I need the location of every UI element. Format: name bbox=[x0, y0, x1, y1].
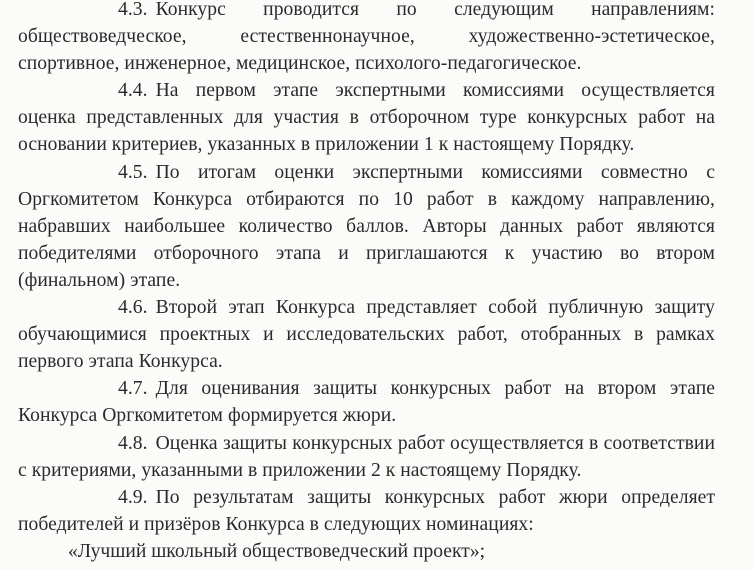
paragraph-text: Второй этап Конкурса представляет собой публичную защиту обучающимися проектных и исследовательских работ, отобранных в рамках первого этапа Конкурса. bbox=[18, 297, 715, 373]
paragraph-text: Оценка защиты конкурсных работ осуществляется в соответствии с критериями, указанными в приложении 2 к настоящему Порядку. bbox=[18, 432, 715, 481]
paragraph-text: По итогам оценки экспертными комиссиями совместно с Оргкомитетом Конкурса отбираются по 10 работ в каждому направлению, набравших наибольшее количество баллов. Авторы данных работ являются победителями отборочного этапа и приглашаются к участию во втором (финальном) этапе. bbox=[18, 161, 715, 291]
paragraph-number: 4.8. bbox=[118, 432, 148, 454]
paragraph-4-5 bbox=[18, 159, 715, 294]
paragraph-number: 4.6. bbox=[118, 297, 148, 319]
paragraph-4-9 bbox=[18, 484, 715, 538]
paragraph-number: 4.5. bbox=[118, 161, 148, 183]
paragraph-4-7 bbox=[18, 375, 715, 429]
paragraph-number: 4.9. bbox=[118, 486, 148, 508]
nomination-line: «Лучший школьный обществоведческий проект»; bbox=[68, 540, 486, 562]
paragraph-text: Для оценивания защиты конкурсных работ на втором этапе Конкурса Оргкомитетом формируется жюри. bbox=[18, 378, 715, 427]
paragraph-4-8 bbox=[18, 430, 715, 484]
paragraph-number: 4.4. bbox=[118, 80, 148, 102]
paragraph-text: Конкурс проводится по следующим направлениям: обществоведческое, естественнонаучное, художественно-эстетическое, спортивное, инженерное, медицинское, психолого-педагогическое. bbox=[18, 0, 715, 75]
paragraph-4-3 bbox=[18, 0, 715, 77]
paragraph-4-6 bbox=[18, 294, 715, 375]
paragraph-number: 4.7. bbox=[118, 378, 148, 400]
paragraph-number: 4.3. bbox=[118, 0, 148, 20]
paragraph-text: По результатам защиты конкурсных работ жюри определяет победителей и призёров Конкурса в следующих номинациях: bbox=[18, 486, 715, 535]
paragraph-text: На первом этапе экспертными комиссиями осуществляется оценка представленных для участия в отборочном туре конкурсных работ на основании критериев, указанных в приложении 1 к настоящему Порядку. bbox=[18, 80, 715, 156]
paragraph-4-4 bbox=[18, 77, 715, 158]
